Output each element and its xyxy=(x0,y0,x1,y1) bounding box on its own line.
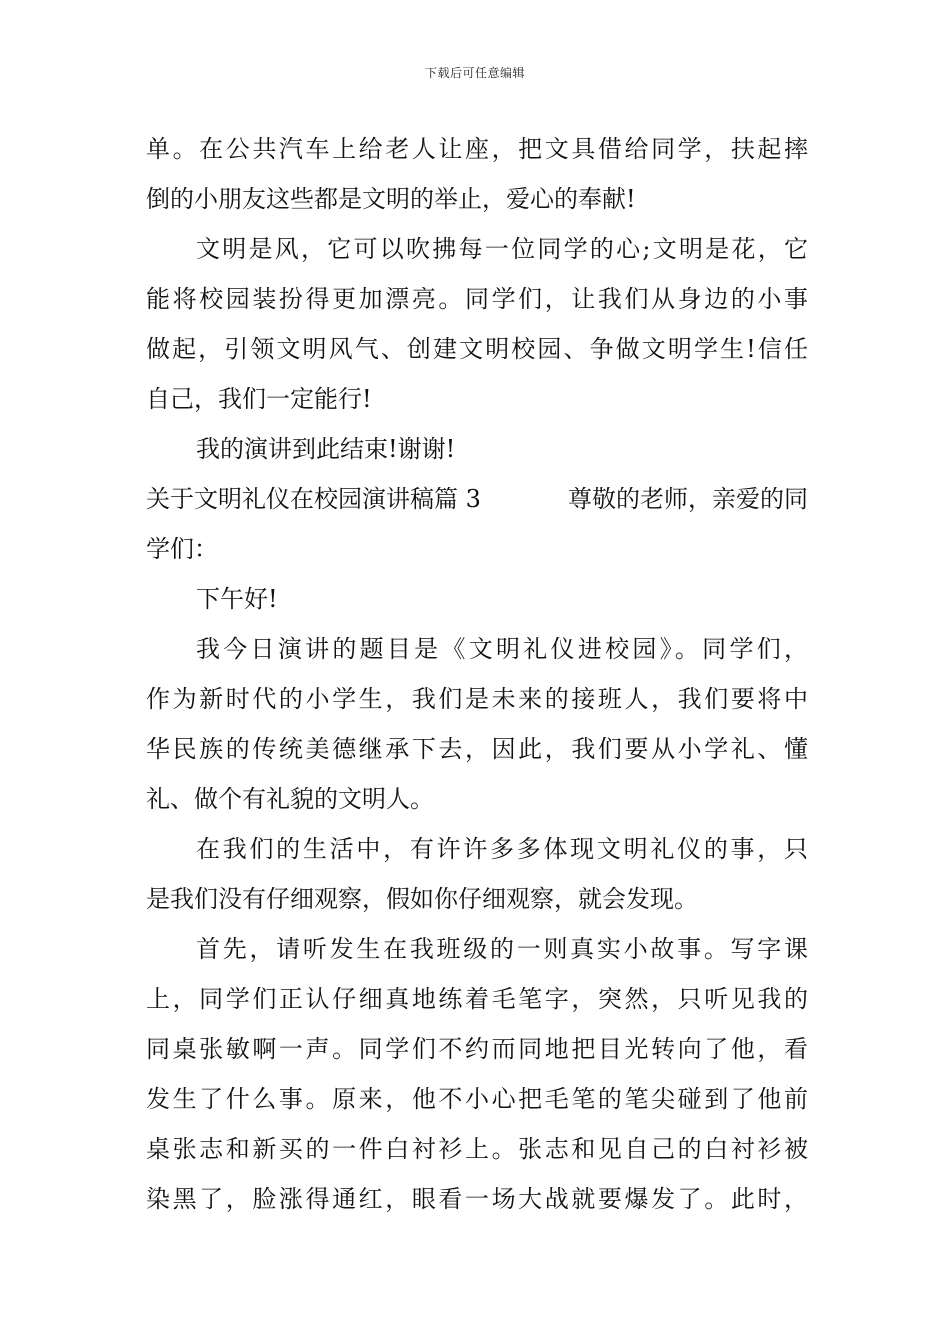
paragraph-start-line: 首先，请听发生在我班级的一则真实小故事。写字课 xyxy=(196,935,808,963)
text-line: 发生了什么事。原来，他不小心把毛笔的笔尖碰到了他前 xyxy=(146,1085,808,1113)
text-line: 做起，引领文明风气、创建文明校园、争做文明学生!信任 xyxy=(146,335,808,363)
text-line: 染黑了，脸涨得通红，眼看一场大战就要爆发了。此时， xyxy=(146,1185,808,1213)
text-line: 自己，我们一定能行! xyxy=(146,385,372,413)
text-line: 桌张志和新买的一件白衬衫上。张志和见自己的白衬衫被 xyxy=(146,1135,808,1163)
section-heading-line xyxy=(146,474,808,524)
section-greeting: 尊敬的老师，亲爱的同 xyxy=(568,485,808,513)
text-line: 能将校园装扮得更加漂亮。同学们，让我们从身边的小事 xyxy=(146,285,808,313)
text-line: 单。在公共汽车上给老人让座，把文具借给同学，扶起摔 xyxy=(146,135,808,163)
text-line: 倒的小朋友这些都是文明的举止，爱心的奉献! xyxy=(146,185,636,213)
text-line: 作为新时代的小学生，我们是未来的接班人，我们要将中 xyxy=(146,685,808,713)
section-title: 关于文明礼仪在校园演讲稿篇 3 xyxy=(146,485,481,513)
closing-line: 我的演讲到此结束!谢谢! xyxy=(196,435,456,463)
paragraph-start-line: 在我们的生活中，有许许多多体现文明礼仪的事，只 xyxy=(196,835,808,863)
document-body xyxy=(146,124,808,1224)
text-line: 是我们没有仔细观察，假如你仔细观察，就会发现。 xyxy=(146,885,698,913)
page-header-note: 下载后可任意编辑 xyxy=(424,66,525,80)
text-line: 学们： xyxy=(146,535,218,563)
text-line: 同桌张敏啊一声。同学们不约而同地把目光转向了他，看 xyxy=(146,1035,808,1063)
text-line: 上，同学们正认仔细真地练着毛笔字，突然，只听见我的 xyxy=(146,985,808,1013)
text-line: 华民族的传统美德继承下去，因此，我们要从小学礼、懂 xyxy=(146,735,808,763)
text-line: 礼、做个有礼貌的文明人。 xyxy=(146,785,434,813)
paragraph-start-line: 我今日演讲的题目是《文明礼仪进校园》。同学们， xyxy=(196,635,808,663)
greeting-line: 下午好! xyxy=(196,585,278,613)
paragraph-start-line: 文明是风，它可以吹拂每一位同学的心;文明是花，它 xyxy=(196,235,808,263)
